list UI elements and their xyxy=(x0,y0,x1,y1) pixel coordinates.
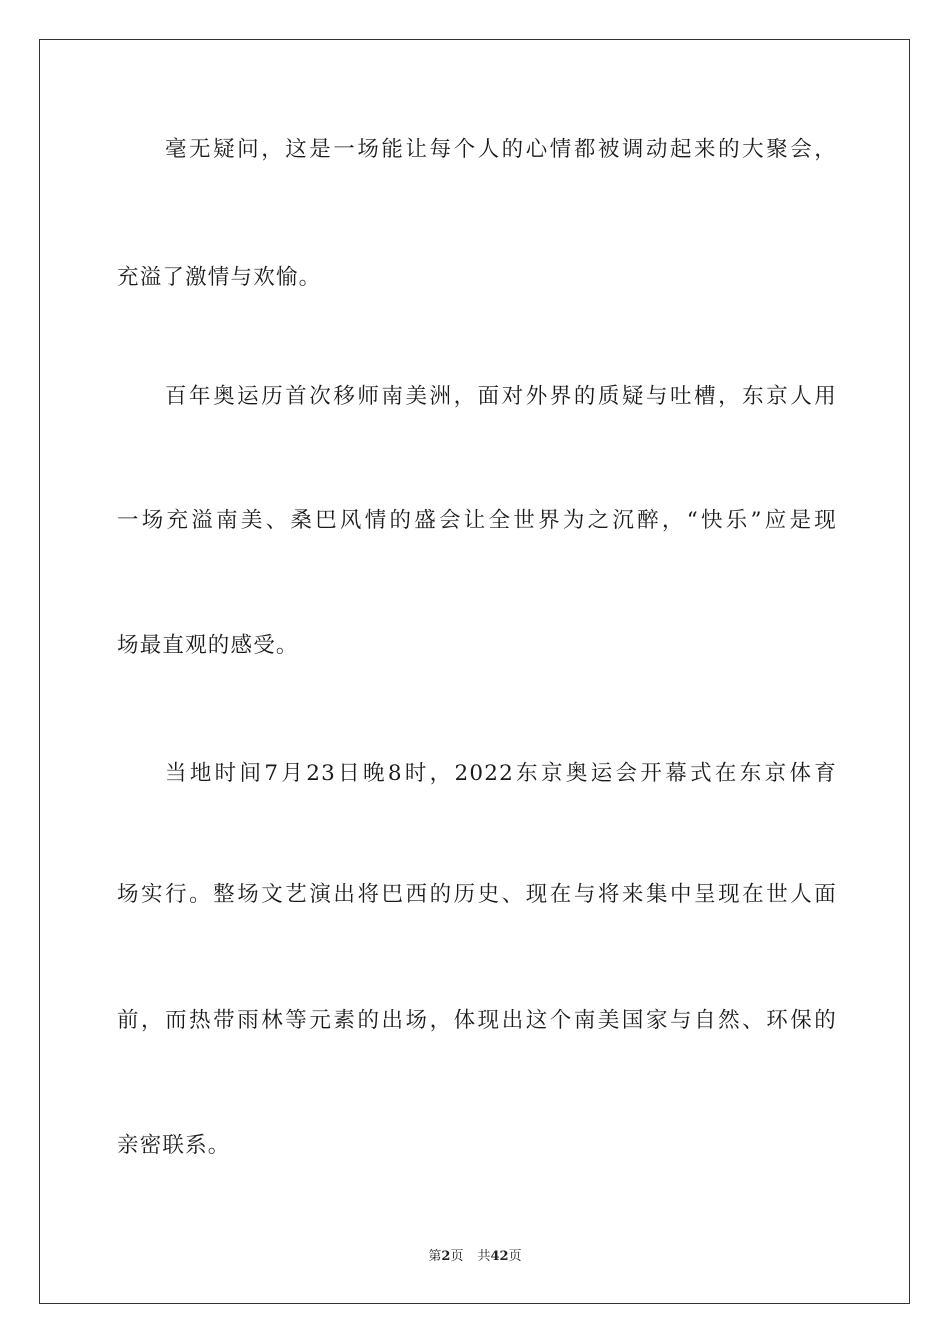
footer-total-suffix: 页 xyxy=(508,1249,522,1264)
footer-total-prefix: 共 xyxy=(477,1249,491,1264)
paragraph-3-line-1: 当地时间7月23日晚8时，2022东京奥运会开幕式在东京体育 xyxy=(165,761,837,786)
paragraph-1-line-2: 充溢了激情与欢愉。 xyxy=(117,265,322,290)
paragraph-2-line-2: 一场充溢南美、桑巴风情的盛会让全世界为之沉醉，“快乐”应是现 xyxy=(117,508,837,533)
paragraph-3-line-2: 场实行。整场文艺演出将巴西的历史、现在与将来集中呈现在世人面 xyxy=(117,882,837,907)
page-border xyxy=(39,39,910,1304)
page-footer xyxy=(0,1248,950,1266)
footer-page-prefix: 第 xyxy=(428,1249,442,1264)
footer-page-suffix: 页 xyxy=(450,1249,464,1264)
paragraph-2-line-1: 百年奥运历首次移师南美洲，面对外界的质疑与吐槽，东京人用 xyxy=(165,384,837,409)
paragraph-3-line-3: 前，而热带雨林等元素的出场，体现出这个南美国家与自然、环保的 xyxy=(117,1008,837,1033)
paragraph-1-line-1: 毫无疑问，这是一场能让每个人的心情都被调动起来的大聚会， xyxy=(165,137,837,162)
footer-total-pages: 42 xyxy=(490,1249,509,1264)
paragraph-2-line-3: 场最直观的感受。 xyxy=(117,633,299,658)
footer-page-number: 2 xyxy=(441,1249,451,1264)
paragraph-3-line-4: 亲密联系。 xyxy=(117,1133,231,1158)
